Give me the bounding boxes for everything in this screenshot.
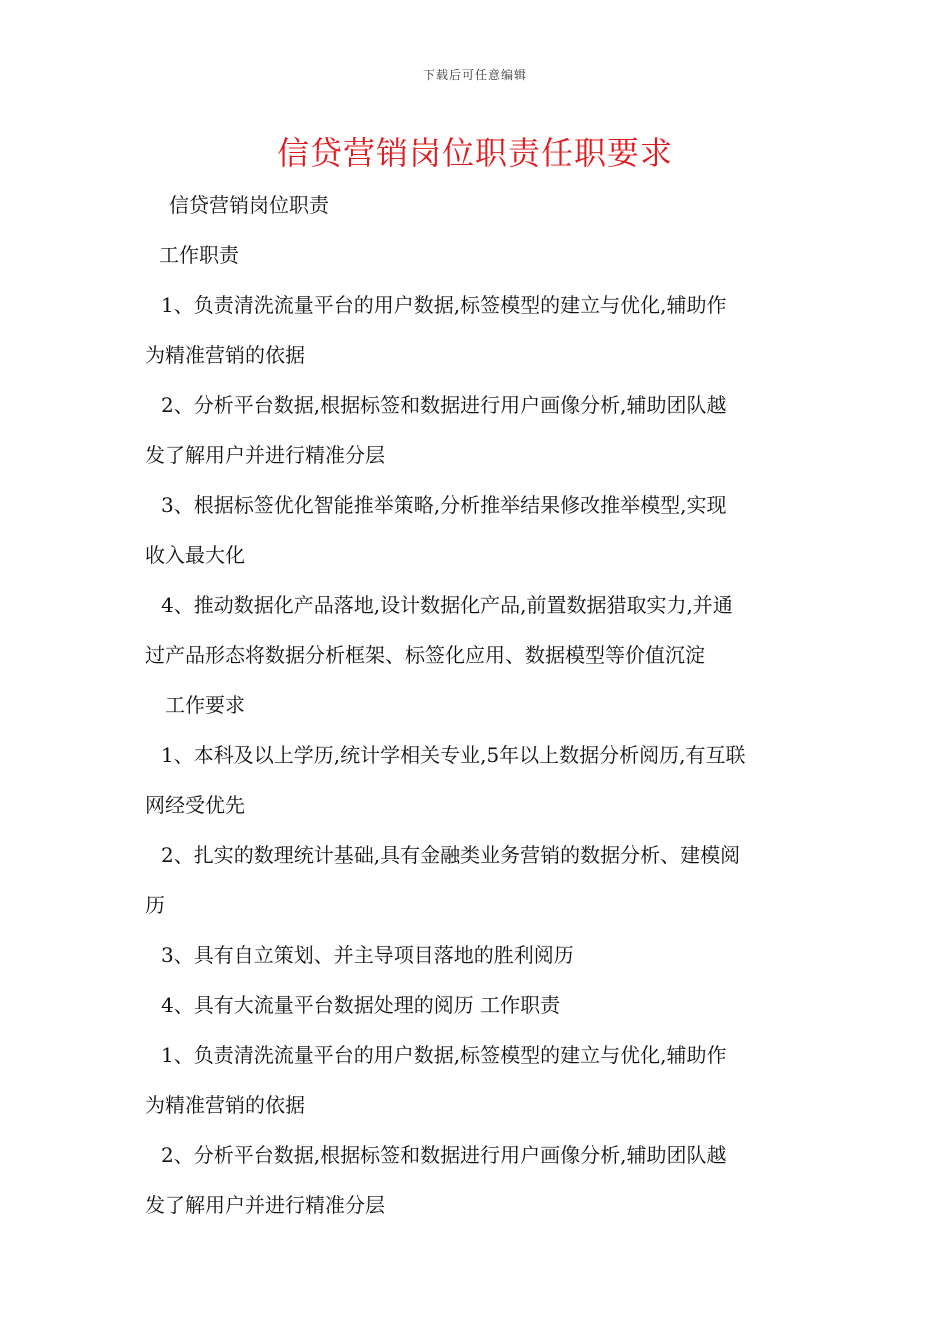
paragraph-line: 1、负责清洗流量平台的用户数据,标签模型的建立与优化,辅助作: [161, 293, 727, 317]
paragraph-line: 信贷营销岗位职责: [169, 193, 329, 217]
paragraph-line: 1、本科及以上学历,统计学相关专业,5年以上数据分析阅历,有互联: [161, 743, 746, 767]
paragraph-line: 为精准营销的依据: [145, 1093, 305, 1117]
paragraph-line: 发了解用户并进行精准分层: [145, 1193, 385, 1217]
paragraph-line: 4、具有大流量平台数据处理的阅历 工作职责: [161, 993, 561, 1017]
paragraph-line: 2、分析平台数据,根据标签和数据进行用户画像分析,辅助团队越: [161, 393, 727, 417]
paragraph-line: 发了解用户并进行精准分层: [145, 443, 385, 467]
paragraph-line: 3、具有自立策划、并主导项目落地的胜利阅历: [161, 943, 574, 967]
document-body: [145, 180, 815, 1230]
header-note: 下载后可任意编辑: [422, 68, 527, 82]
paragraph-line: 2、扎实的数理统计基础,具有金融类业务营销的数据分析、建模阅: [161, 843, 741, 867]
document-title: 信贷营销岗位职责任职要求: [276, 134, 673, 172]
paragraph-line: 网经受优先: [145, 793, 245, 817]
paragraph-line: 收入最大化: [145, 543, 245, 567]
paragraph-line: 过产品形态将数据分析框架、标签化应用、数据模型等价值沉淀: [145, 643, 705, 667]
paragraph-line: 4、推动数据化产品落地,设计数据化产品,前置数据猎取实力,并通: [161, 593, 733, 617]
paragraph-line: 工作职责: [159, 243, 239, 267]
paragraph-line: 工作要求: [165, 693, 245, 717]
paragraph-line: 2、分析平台数据,根据标签和数据进行用户画像分析,辅助团队越: [161, 1143, 727, 1167]
paragraph-line: 1、负责清洗流量平台的用户数据,标签模型的建立与优化,辅助作: [161, 1043, 727, 1067]
paragraph-line: 3、根据标签优化智能推举策略,分析推举结果修改推举模型,实现: [161, 493, 727, 517]
paragraph-line: 历: [145, 893, 165, 917]
paragraph-line: 为精准营销的依据: [145, 343, 305, 367]
